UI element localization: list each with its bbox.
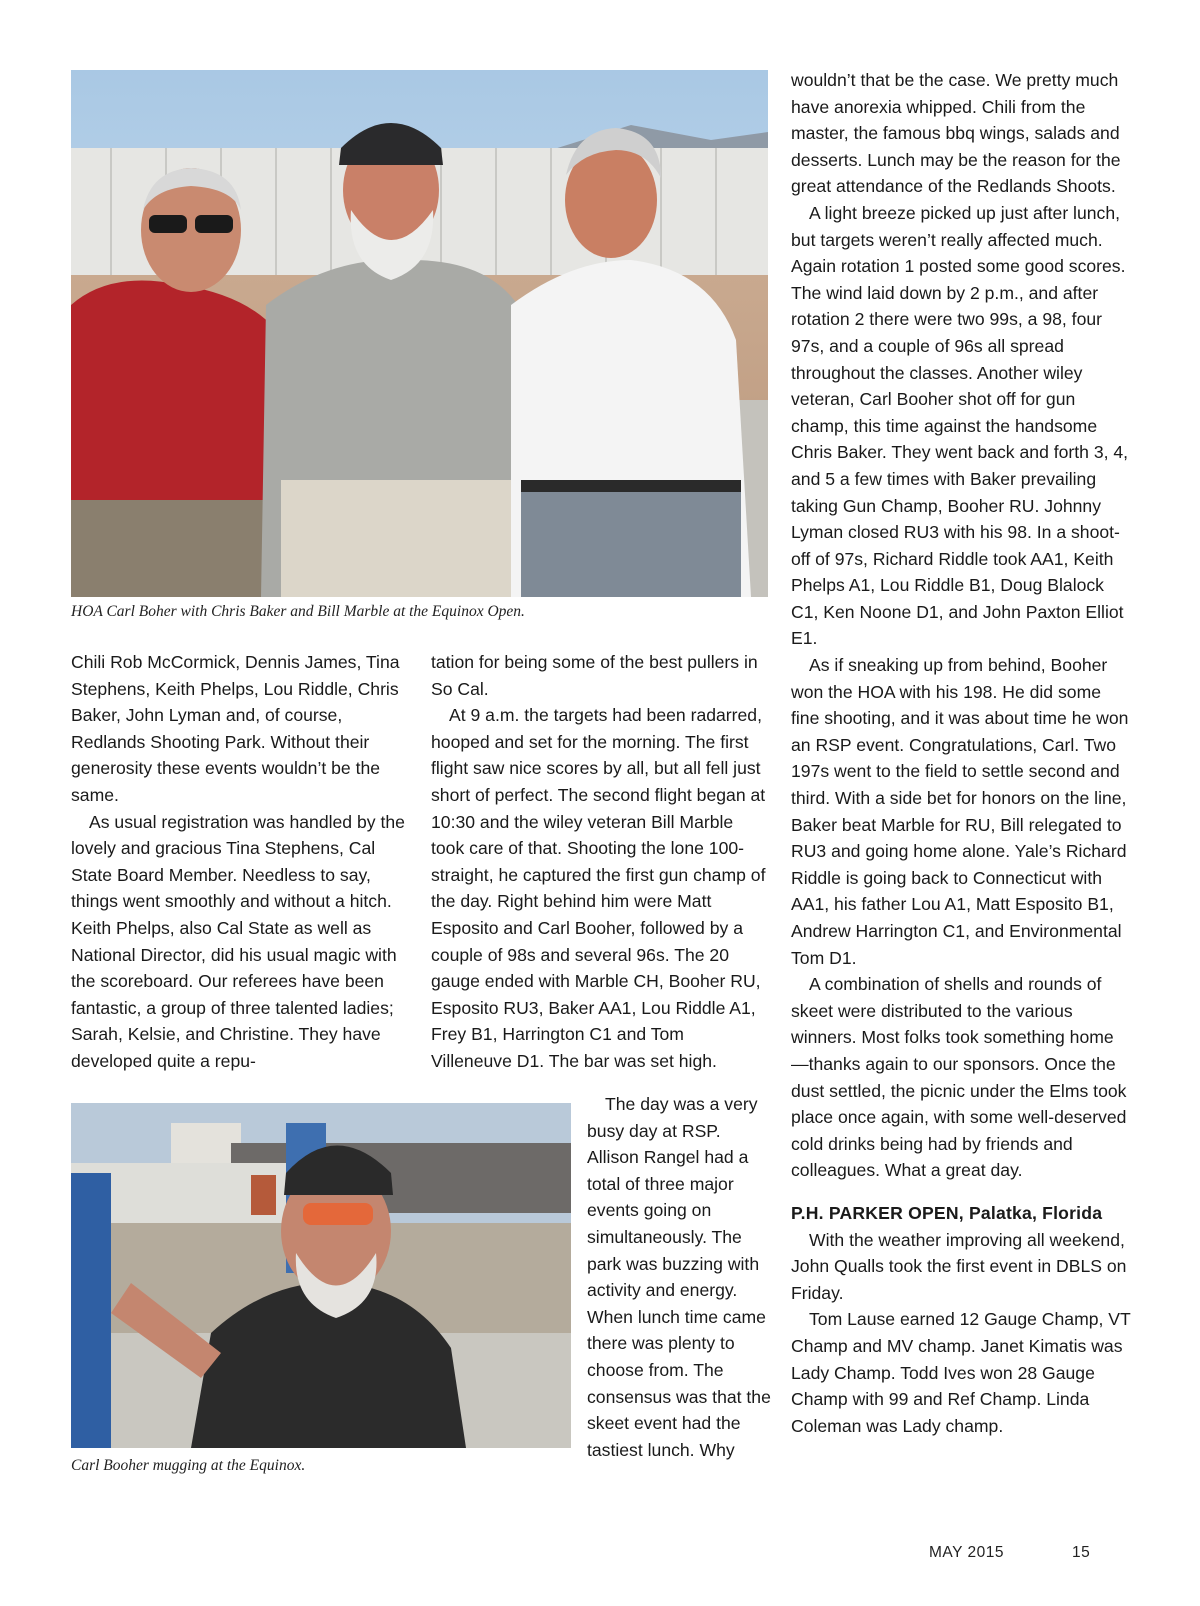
paragraph: wouldn’t that be the case. We pretty much have anorexia whipped. Chili from the master, the famous bbq wings, salads and desserts. Lunch may be the reason for the great attendance of the Redlands Shoots. xyxy=(791,70,1121,197)
photo-top xyxy=(71,70,768,597)
section-heading: P.H. PARKER OPEN, Palatka, Florida xyxy=(791,1202,1103,1223)
paragraph: Chili Rob McCormick, Dennis James, Tina Stephens, Keith Phelps, Lou Riddle, Chris Baker, John Lyman and, of course, Redlands Shooting Park. Without their generosity these events wouldn’t be the same. xyxy=(71,652,400,805)
column-right xyxy=(791,67,1131,1439)
footer-page-number: 15 xyxy=(1072,1544,1091,1561)
paragraph: As if sneaking up from behind, Booher won the HOA with his 198. He did some fine shooting, and it was about time he won an RSP event. Congratulations, Carl. Two 197s went to the field to settle second and third. With a side bet for honors on the line, Baker beat Marble for RU, Bill relegated to RU3 and going home alone. Yale’s Richard Riddle is going back to Connecticut with AA1, his father Lou A1, Matt Esposito B1, Andrew Harrington C1, and Environmental Tom D1. xyxy=(791,655,1129,968)
column-left xyxy=(71,649,408,1075)
photo-three-men-at-range-icon xyxy=(71,70,768,597)
paragraph: tation for being some of the best pullers in So Cal. xyxy=(431,652,758,699)
paragraph: With the weather improving all weekend, John Qualls took the first event in DBLS on Friday. xyxy=(791,1229,1127,1303)
paragraph: As usual registration was handled by the lovely and gracious Tina Stephens, Cal State Board Member. Needless to say, things went smoothly and without a hitch. Keith Phelps, also Cal State as well as National Director, did his usual magic with the scoreboard. Our referees have been fantastic, a group of three talented ladies; Sarah, Kelsie, and Christine. They have developed quite a repu- xyxy=(71,811,405,1071)
paragraph: At 9 a.m. the targets had been radarred, hooped and set for the morning. The first flight saw nice scores by all, but all fell just short of perfect. The second flight began at 10:30 and the wiley veteran Bill Marble took care of that. Shooting the lone 100-straight, he captured the first gun champ of the day. Right behind him were Matt Esposito and Carl Booher, followed by a couple of 98s and several 96s. The 20 gauge ended with Marble CH, Booher RU, Esposito RU3, Baker AA1, Lou Riddle A1, Frey B1, Harrington C1 and Tom Villeneuve D1. The bar was set high. xyxy=(431,705,766,1071)
paragraph: A combination of shells and rounds of skeet were distributed to the various winners. Most folks took something home—thanks again to our sponsors. Once the dust settled, the picnic under the Elms took place once again, with some well-deserved cold drinks being had by friends and colleagues. What a great day. xyxy=(791,974,1127,1181)
photo-man-with-shooting-glasses-icon xyxy=(71,1103,571,1448)
photo-top-caption: HOA Carl Boher with Chris Baker and Bill Marble at the Equinox Open. xyxy=(71,603,525,620)
paragraph: A light breeze picked up just after lunch, but targets weren’t really affected much. Again rotation 1 posted some good scores. The wind laid down by 2 p.m., and after rotation 2 there were two 99s, a 98, four 97s, and a couple of 96s all spread throughout the classes. Another wiley veteran, Carl Booher shot off for gun champ, this time against the handsome Chris Baker. They went back and forth 3, 4, and 5 a few times with Baker prevailing taking Gun Champ, Booher RU. Johnny Lyman closed RU3 with his 98. In a shoot-off of 97s, Richard Riddle took AA1, Keith Phelps A1, Lou Riddle B1, Doug Blalock C1, Ken Noone D1, and John Paxton Elliot E1. xyxy=(791,202,1129,649)
photo-bottom xyxy=(71,1103,571,1448)
column-middle xyxy=(431,649,768,1075)
photo-bottom-caption: Carl Booher mugging at the Equinox. xyxy=(71,1457,306,1474)
column-middle-narrow xyxy=(587,1091,771,1463)
paragraph: The day was a very busy day at RSP. Allison Rangel had a total of three major events going on simultaneously. The park was buzzing with activity and energy. When lunch time came there was plenty to choose from. The consensus was that the skeet event had the tastiest lunch. Why xyxy=(587,1094,771,1460)
footer-issue: MAY 2015 xyxy=(929,1544,1004,1561)
paragraph: Tom Lause earned 12 Gauge Champ, VT Champ and MV champ. Janet Kimatis was Lady Champ. Todd Ives won 28 Gauge Champ with 99 and Ref Champ. Linda Coleman was Lady champ. xyxy=(791,1309,1131,1436)
